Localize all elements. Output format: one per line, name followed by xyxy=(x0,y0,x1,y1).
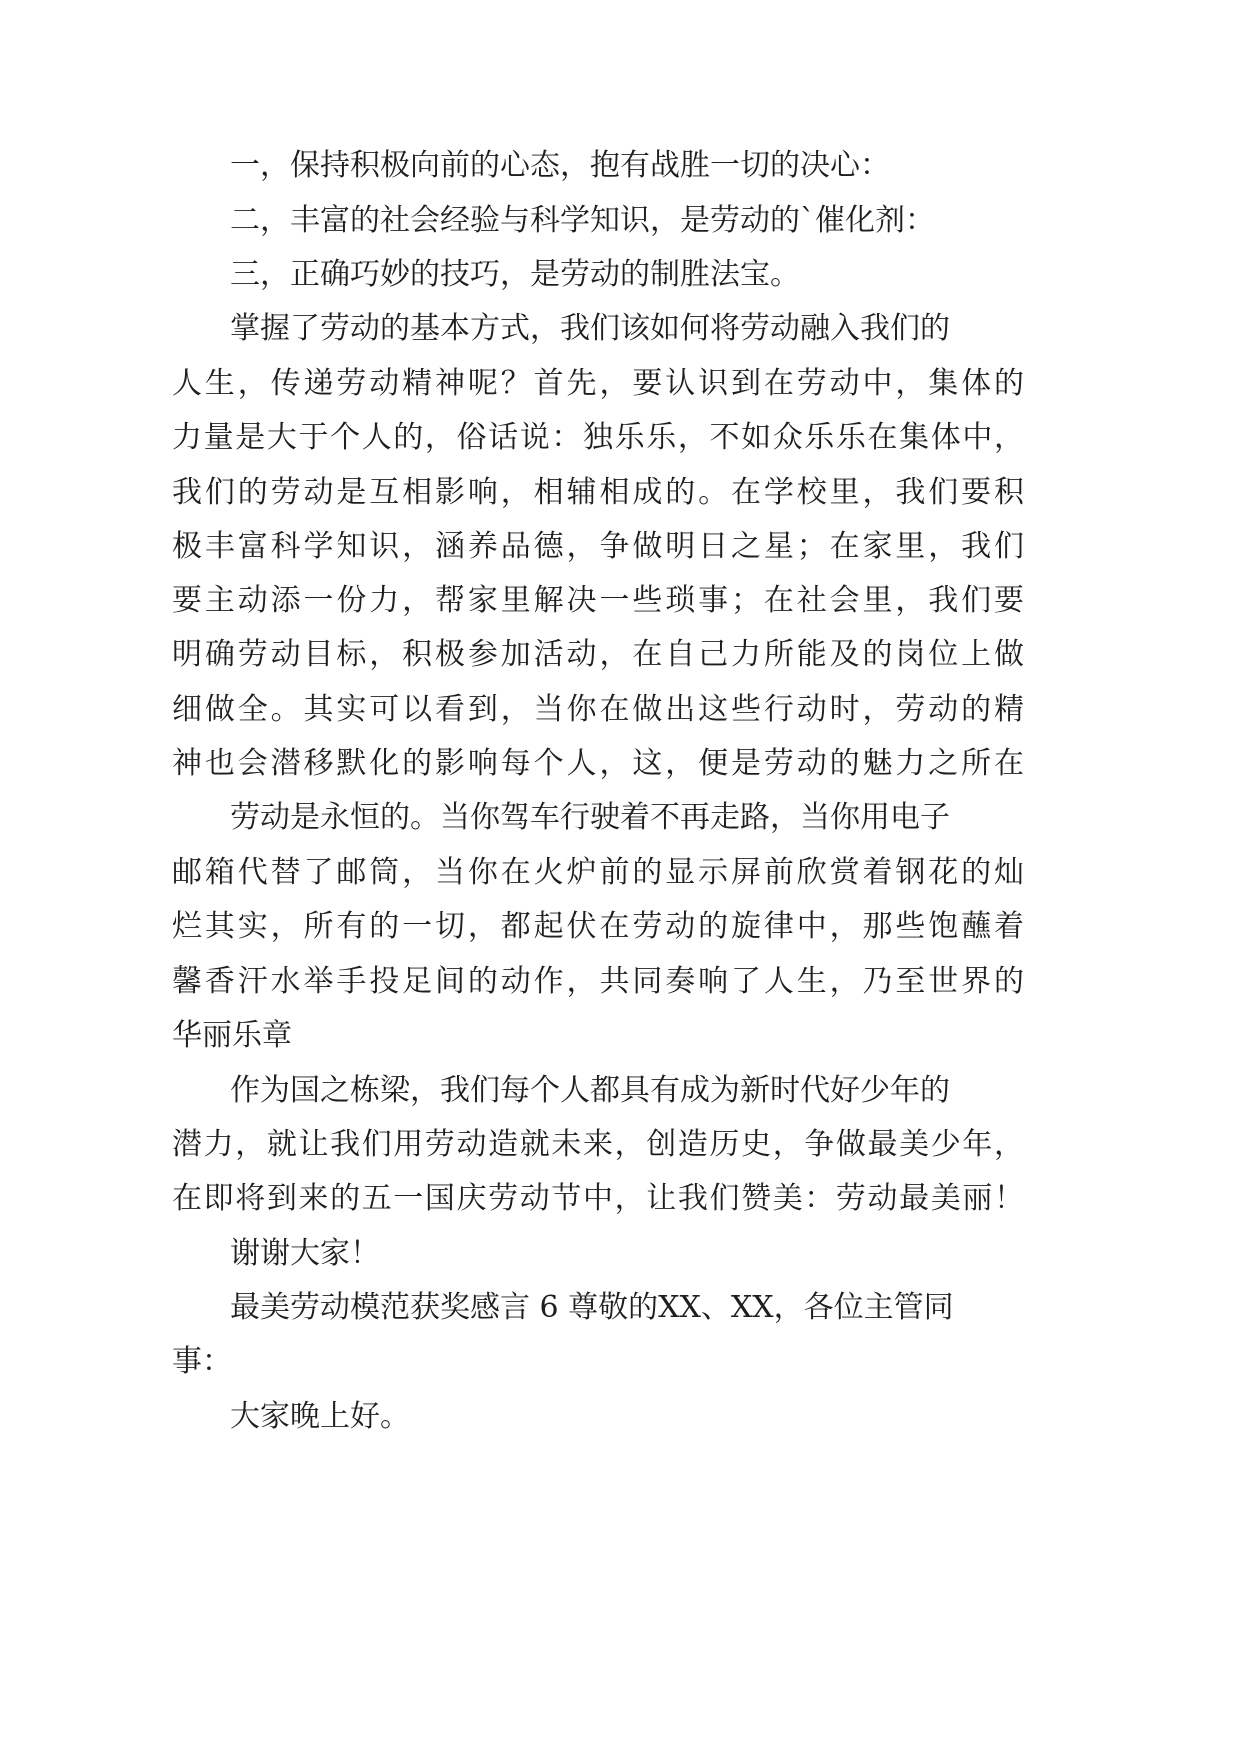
text-line: 力量是大于个人的，俗话说：独乐乐，不如众乐乐在集体中， xyxy=(172,420,1024,455)
text-line: 谢谢大家！ xyxy=(230,1236,380,1271)
text-line: 烂其实，所有的一切，都起伏在劳动的旋律中，那些饱蘸着 xyxy=(172,909,1024,944)
text-line: 作为国之栋梁，我们每个人都具有成为新时代好少年的 xyxy=(230,1073,950,1108)
text-line: 二，丰富的社会经验与科学知识，是劳动的`催化剂： xyxy=(230,203,935,238)
text-line: 华丽乐章 xyxy=(172,1018,292,1053)
text-line: 细做全。其实可以看到，当你在做出这些行动时，劳动的精 xyxy=(172,692,1024,727)
text-line: 事： xyxy=(172,1344,232,1379)
text-line: 明确劳动目标，积极参加活动，在自己力所能及的岗位上做 xyxy=(172,637,1024,672)
text-line: 最美劳动模范获奖感言 6 尊敬的XX、XX，各位主管同 xyxy=(230,1290,954,1325)
text-line: 我们的劳动是互相影响，相辅相成的。在学校里，我们要积 xyxy=(172,475,1024,510)
text-line: 一，保持积极向前的心态，抱有战胜一切的决心： xyxy=(230,148,890,183)
text-line: 邮箱代替了邮筒，当你在火炉前的显示屏前欣赏着钢花的灿 xyxy=(172,855,1024,890)
text-line: 在即将到来的五一国庆劳动节中，让我们赞美：劳动最美丽！ xyxy=(172,1181,1024,1216)
text-line: 人生，传递劳动精神呢？首先，要认识到在劳动中，集体的 xyxy=(172,366,1024,401)
text-line: 潜力，就让我们用劳动造就未来，创造历史，争做最美少年， xyxy=(172,1127,1024,1162)
text-line: 馨香汗水举手投足间的动作，共同奏响了人生，乃至世界的 xyxy=(172,964,1024,999)
text-line: 大家晚上好。 xyxy=(230,1399,410,1434)
text-line: 极丰富科学知识，涵养品德，争做明日之星；在家里，我们 xyxy=(172,529,1024,564)
text-line: 掌握了劳动的基本方式，我们该如何将劳动融入我们的 xyxy=(230,311,950,346)
text-line: 劳动是永恒的。当你驾车行驶着不再走路，当你用电子 xyxy=(230,800,950,835)
text-line: 神也会潜移默化的影响每个人，这，便是劳动的魅力之所在 xyxy=(172,746,1024,781)
text-line: 要主动添一份力，帮家里解决一些琐事；在社会里，我们要 xyxy=(172,583,1024,618)
text-line: 三，正确巧妙的技巧，是劳动的制胜法宝。 xyxy=(230,257,800,292)
